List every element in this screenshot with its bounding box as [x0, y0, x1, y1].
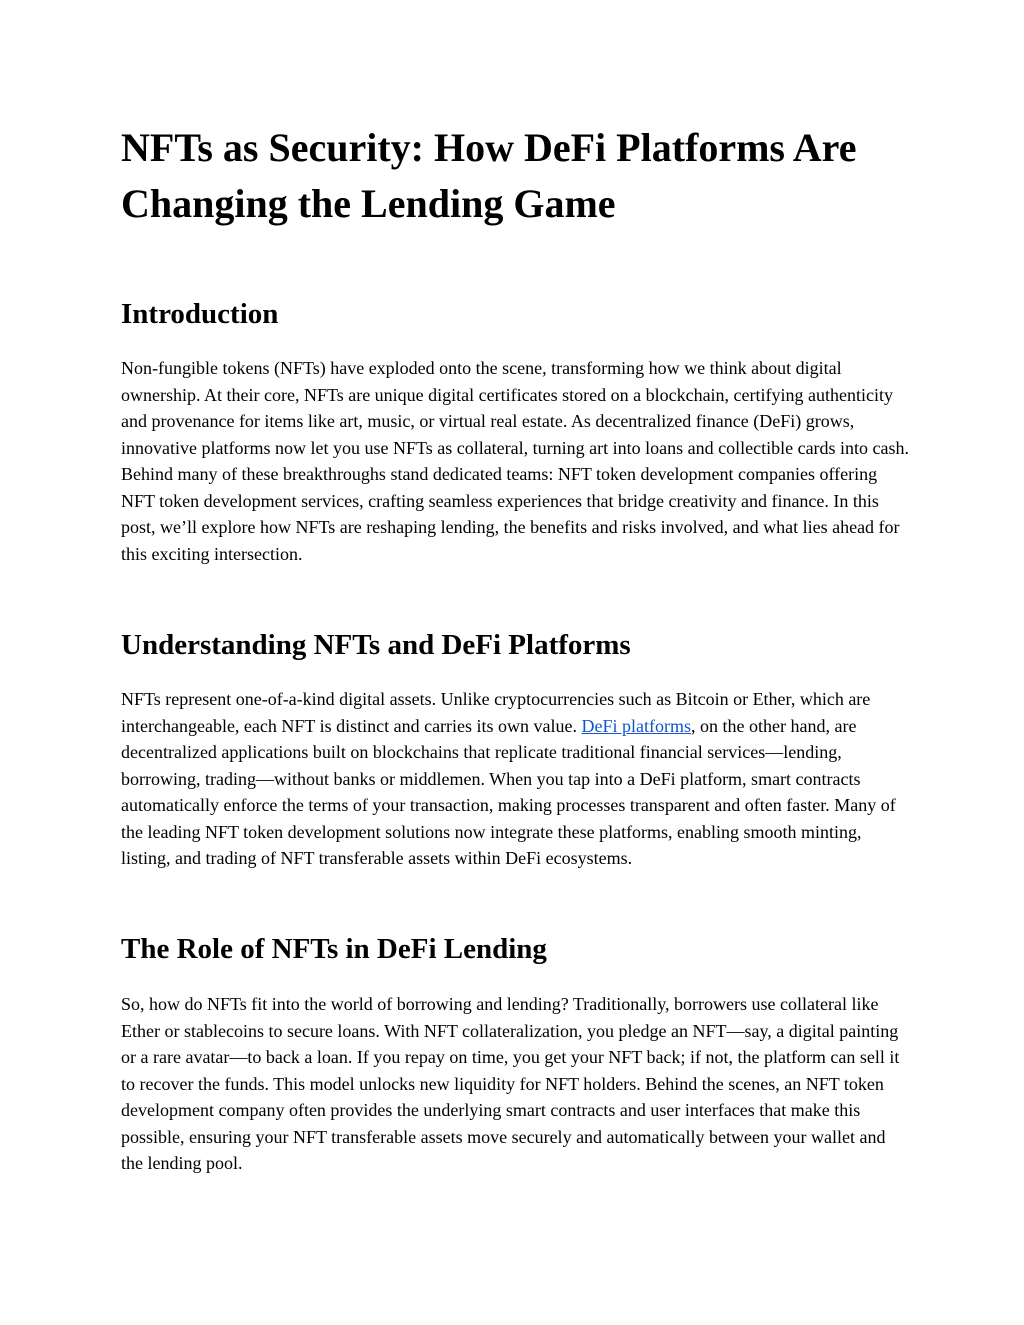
defi-platforms-link[interactable]: DeFi platforms — [581, 715, 692, 736]
paragraph-text-before-link: NFTs represent one-of-a-kind digital assets. Unlike cryptocurrencies such as Bitcoin or Ether, which are interchangeable, each NFT is distinct and carries its own value. — [121, 689, 871, 736]
section-paragraph-understanding — [121, 686, 911, 872]
paragraph-text-after-link: , on the other hand, are decentralized applications built on blockchains that replicate traditional financial services—lending, borrowing, trading—without banks or middlemen. When you tap into a DeFi platform, smart contracts automatically enforce the terms of your transaction, making processes transparent and often faster. Many of the leading NFT token development solutions now integrate these platforms, enabling smooth minting, listing, and trading of NFT transferable assets within DeFi ecosystems. — [121, 715, 896, 868]
section-paragraph-introduction: Non-fungible tokens (NFTs) have exploded onto the scene, transforming how we think about digital ownership. At their core, NFTs are unique digital certificates stored on a blockchain, certifying authenticity and provenance for items like art, music, or virtual real estate. As decentralized finance (DeFi) grows, innovative platforms now let you use NFTs as collateral, turning art into loans and collectible cards into cash. Behind many of these breakthroughs stand dedicated teams: NFT token development companies offering NFT token development services, crafting seamless experiences that bridge creativity and finance. In this post, we’ll explore how NFTs are reshaping lending, the benefits and risks involved, and what lies ahead for this exciting intersection. — [121, 358, 910, 564]
section-heading-introduction: Introduction — [121, 298, 279, 330]
document-title: NFTs as Security: How DeFi Platforms Are Changing the Lending Game — [121, 125, 857, 226]
section-paragraph-role: So, how do NFTs fit into the world of borrowing and lending? Traditionally, borrowers use collateral like Ether or stablecoins to secure loans. With NFT collateralization, you pledge an NFT—say, a digital painting or a rare avatar—to back a loan. If you repay on time, you get your NFT back; if not, the platform can sell it to recover the funds. This model unlocks new liquidity for NFT holders. Behind the scenes, an NFT token development company often provides the underlying smart contracts and user interfaces that make this possible, ensuring your NFT transferable assets move securely and automatically between your wallet and the lending pool. — [121, 994, 900, 1173]
section-heading-role: The Role of NFTs in DeFi Lending — [121, 933, 547, 965]
section-heading-understanding: Understanding NFTs and DeFi Platforms — [121, 629, 631, 661]
